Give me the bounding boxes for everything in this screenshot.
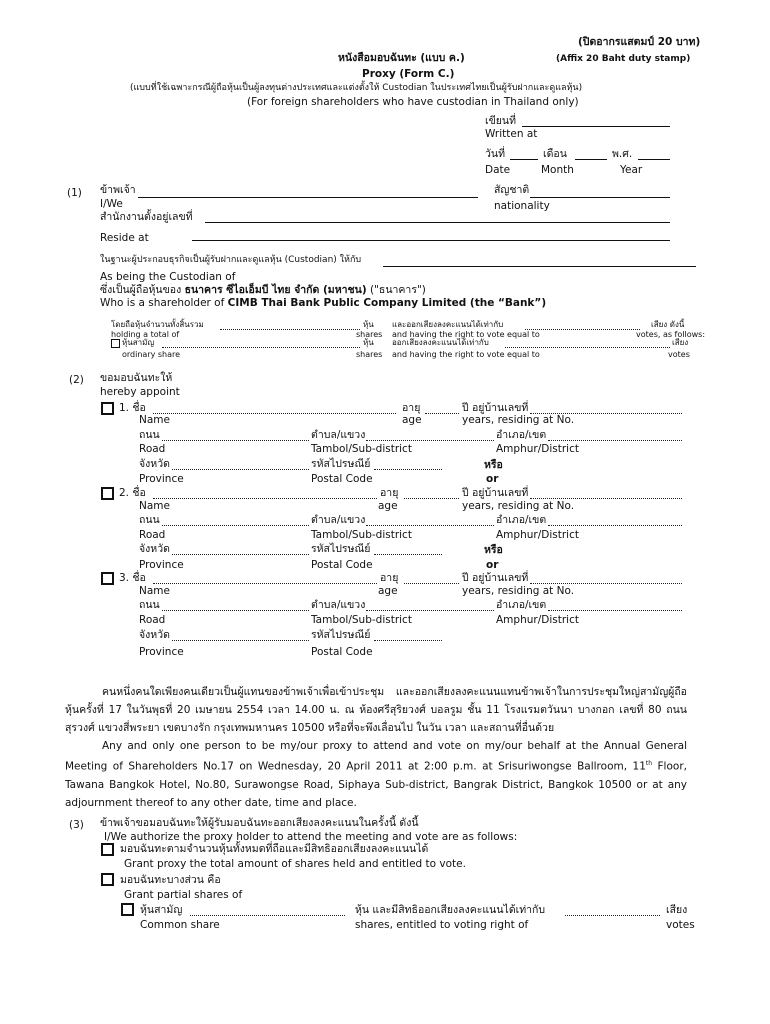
common-share-label-th: หุ้นสามัญ — [140, 904, 183, 916]
proxy-2-checkbox[interactable] — [101, 487, 114, 500]
ordinary-label-th: หุ้นสามัญ — [122, 338, 155, 347]
proxy-2-road-field[interactable] — [162, 525, 309, 526]
proxy-1-amphur-field[interactable] — [548, 440, 682, 441]
we-label-en: I/We — [100, 198, 123, 210]
proxy-1-amphur-label-th: อำเภอ/เขต — [496, 429, 547, 441]
hun-vote-label-en: shares, entitled to voting right of — [355, 919, 529, 931]
proxy-1-postal-field[interactable] — [374, 469, 442, 470]
proxy-2-or-th: หรือ — [484, 544, 503, 556]
shares-label-1: shares — [356, 330, 383, 339]
proxy-1-label: 1. ชื่อ — [119, 402, 146, 414]
office-address-field[interactable] — [205, 222, 670, 223]
proxy-2-years-label-en: years, residing at No. — [462, 500, 575, 512]
proxy-2-amphur-label-en: Amphur/District — [496, 529, 579, 541]
proxy-2-age-label-th: อายุ — [380, 487, 399, 499]
proxy-3-name-field[interactable] — [153, 583, 377, 584]
proxy-1-or-th: หรือ — [484, 459, 503, 471]
ordinary-share-checkbox[interactable] — [111, 339, 120, 348]
proxy-3-road-label-en: Road — [139, 614, 166, 626]
proxy-2-province-field[interactable] — [172, 554, 309, 555]
siang-label: เสียง — [672, 338, 689, 347]
proxy-2-amphur-label-th: อำเภอ/เขต — [496, 514, 547, 526]
proxy-1-years-label-th: ปี อยู่บ้านเลขที่ — [462, 402, 529, 414]
proxy-3-age-field[interactable] — [404, 583, 459, 584]
stamp-note-en: (Affix 20 Baht duty stamp) — [556, 54, 691, 64]
common-siang-label: เสียง — [666, 904, 688, 916]
proxy-2-road-label-th: ถนน — [139, 514, 160, 526]
proxy-1-age-field[interactable] — [425, 413, 459, 414]
proxy-2-name-field[interactable] — [153, 498, 377, 499]
proxy-3-province-label-en: Province — [139, 646, 184, 658]
proxy-2-age-label-en: age — [378, 500, 398, 512]
proxy-1-province-label-th: จังหวัด — [139, 458, 170, 470]
proxy-2-postal-field[interactable] — [374, 554, 442, 555]
proxy-1-age-label-en: age — [402, 414, 422, 426]
appoint-label-en: hereby appoint — [100, 386, 180, 398]
nationality-label-th: สัญชาติ — [494, 184, 530, 196]
proxy-1-tambol-label-en: Tambol/Sub-district — [311, 443, 412, 455]
proxy-3-checkbox[interactable] — [101, 572, 114, 585]
office-label-th: สำนักงานตั้งอยู่เลขที่ — [100, 211, 193, 223]
common-votes-label: votes — [666, 919, 695, 931]
proxy-3-province-label-th: จังหวัด — [139, 629, 170, 641]
proxy-3-amphur-label-th: อำเภอ/เขต — [496, 599, 547, 611]
section-1-number: (1) — [67, 187, 82, 199]
holding-label-th: โดยถือหุ้นจำนวนทั้งสิ้นรวม — [111, 320, 204, 329]
section-2-number: (2) — [69, 374, 84, 386]
bank-prefix-en: Who is a shareholder of — [100, 297, 225, 309]
hun-label-1: หุ้น — [363, 320, 374, 329]
proxy-1-province-field[interactable] — [172, 469, 309, 470]
proxy-3-tambol-label-en: Tambol/Sub-district — [311, 614, 412, 626]
proxy-3-tambol-label-th: ตำบล/แขวง — [311, 599, 366, 611]
custodian-label-en: As being the Custodian of — [100, 271, 236, 283]
section-3-title-th: ข้าพเจ้าขอมอบฉันทะให้ผู้รับมอบฉันทะออกเสียงลงคะแนนในครั้งนี้ ดังนี้ — [100, 817, 419, 829]
proxy-1-name-field[interactable] — [153, 413, 396, 414]
proxy-2-postal-label-th: รหัสไปรษณีย์ — [311, 543, 371, 555]
ordinary-label-en: ordinary share — [122, 350, 181, 359]
votes-label: votes — [668, 350, 690, 359]
proxy-2-province-label-en: Province — [139, 559, 184, 571]
proxy-1-years-label-en: years, residing at No. — [462, 414, 575, 426]
proxy-2-postal-label-en: Postal Code — [311, 559, 373, 571]
proxy-2-or-en: or — [486, 559, 499, 571]
form-subtitle-en: (For foreign shareholders who have custodian in Thailand only) — [247, 96, 579, 108]
proxy-1-tambol-label-th: ตำบล/แขวง — [311, 429, 366, 441]
grant-total-label-en: Grant proxy the total amount of shares held and entitled to vote. — [124, 858, 466, 870]
proxy-2-tambol-field[interactable] — [366, 525, 494, 526]
proxy-3-address-field[interactable] — [530, 583, 682, 584]
proxy-2-tambol-label-en: Tambol/Sub-district — [311, 529, 412, 541]
grant-total-label-th: มอบฉันทะตามจำนวนหุ้นทั้งหมดที่ถือและมีสิทธิออกเสียงลงคะแนนได้ — [120, 843, 429, 855]
vote-label-th: และออกเสียงลงคะแนนได้เท่ากับ — [392, 320, 504, 329]
vote-label-en: and having the right to vote equal to — [392, 330, 540, 339]
proxy-2-address-field[interactable] — [530, 498, 682, 499]
common-vote-field[interactable] — [565, 915, 660, 916]
bank-line-en — [100, 297, 546, 309]
meeting-paragraph-en — [65, 737, 687, 812]
proxy-3-postal-label-th: รหัสไปรษณีย์ — [311, 629, 371, 641]
ordinary-vote-field[interactable] — [505, 347, 670, 348]
proxy-2-age-field[interactable] — [404, 498, 459, 499]
proxy-3-tambol-field[interactable] — [366, 610, 494, 611]
date-label-en: Date — [485, 164, 511, 176]
reside-label-en: Reside at — [100, 232, 149, 244]
nationality-field[interactable] — [530, 197, 670, 198]
section-3-title-en: I/We authorize the proxy holder to attend the meeting and vote are as follows: — [104, 831, 518, 843]
grant-partial-checkbox[interactable] — [101, 873, 114, 886]
proxy-3-road-label-th: ถนน — [139, 599, 160, 611]
hun-vote-label-th: หุ้น และมีสิทธิออกเสียงลงคะแนนได้เท่ากับ — [355, 904, 546, 916]
month-label-th: เดือน — [543, 148, 567, 160]
we-label-th: ข้าพเจ้า — [100, 184, 136, 196]
hun-label-2: หุ้น — [363, 338, 374, 347]
written-at-label-en: Written at — [485, 128, 538, 140]
grant-partial-label-en: Grant partial shares of — [124, 889, 243, 901]
proxy-2-tambol-label-th: ตำบล/แขวง — [311, 514, 366, 526]
proxy-3-postal-field[interactable] — [374, 640, 442, 641]
meeting-paragraph-en-part2: Floor, Tawana Bangkok Hotel, No.80, Surawongse Road, Siphaya Sub-district, Bangrak District, Bangkok 10500 or at any adjournment thereof to any other date, time and place. — [65, 760, 687, 809]
proxy-1-postal-label-th: รหัสไปรษณีย์ — [311, 458, 371, 470]
proxy-1-road-label-th: ถนน — [139, 429, 160, 441]
shares-label-2: shares — [356, 350, 383, 359]
proxy-1-age-label-th: อายุ — [402, 402, 421, 414]
ordinary-share-field[interactable] — [162, 347, 360, 348]
votes-as-follows-th: เสียง ดังนี้ — [651, 320, 685, 329]
meeting-paragraph-th: คนหนึ่งคนใดเพียงคนเดียวเป็นผู้แทนของข้าพเจ้าเพื่อเข้าประชุม และออกเสียงลงคะแนนแทนข้าพเจ้าในการประชุมใหญ่สามัญผู้ถือหุ้นครั้งที่ 17 ในวันพุธที่ 20 เมษายน 2554 เวลา 14.00 น. ณ ห้องศรีสุริยวงศ์ บอลรูม ชั้น 11 โรงแรมตวันนา บางกอก เลขที่ 80 ถนนสุรวงศ์ แขวงสี่พระยา เขตบางรัก กรุงเทพมหานคร 10500 หรือที่จะพึงเลื่อนไป ในวัน เวลา และสถานที่อื่นด้วย — [65, 686, 687, 734]
meeting-paragraph-en-sup: th — [645, 760, 653, 767]
proxy-1-name-label-en: Name — [139, 414, 170, 426]
proxy-3-age-label-th: อายุ — [380, 572, 399, 584]
proxy-1-road-label-en: Road — [139, 443, 166, 455]
meeting-paragraph-en-part1: Any and only one person to be my/our proxy to attend and vote on my/our behalf at the Annual General Meeting of Shareholders No.17 on Wednesday, 20 April 2011 at 2:00 p.m. at Srisuriwongse Ballroom, 11 — [65, 740, 687, 773]
date-field[interactable] — [510, 159, 538, 160]
we-name-field[interactable] — [138, 197, 478, 198]
proxy-3-postal-label-en: Postal Code — [311, 646, 373, 658]
grant-total-checkbox[interactable] — [101, 843, 114, 856]
proxy-2-years-label-th: ปี อยู่บ้านเลขที่ — [462, 487, 529, 499]
stamp-note-th: (ปิดอากรแสตมป์ 20 บาท) — [578, 36, 701, 48]
custodian-for-field[interactable] — [383, 266, 696, 267]
year-label-th: พ.ศ. — [612, 148, 633, 160]
form-title-th: หนังสือมอบฉันทะ (แบบ ค.) — [338, 52, 465, 64]
reside-address-field[interactable] — [192, 240, 670, 241]
proxy-2-label: 2. ชื่อ — [119, 487, 146, 499]
holding-label-en: holding a total of — [111, 330, 180, 339]
holding-total-field[interactable] — [220, 329, 360, 330]
appoint-label-th: ขอมอบฉันทะให้ — [100, 372, 173, 384]
proxy-2-name-label-en: Name — [139, 500, 170, 512]
date-label-th: วันที่ — [485, 148, 505, 160]
nationality-label-en: nationality — [494, 200, 550, 212]
proxy-3-amphur-label-en: Amphur/District — [496, 614, 579, 626]
bank-line-th — [100, 284, 426, 296]
vote-total-field[interactable] — [525, 329, 640, 330]
proxy-1-road-field[interactable] — [162, 440, 309, 441]
written-at-field[interactable] — [522, 126, 670, 127]
proxy-3-province-field[interactable] — [172, 640, 309, 641]
proxy-2-road-label-en: Road — [139, 529, 166, 541]
form-subtitle-th: (แบบที่ใช้เฉพาะกรณีผู้ถือหุ้นเป็นผู้ลงทุนต่างประเทศและแต่งตั้งให้ Custodian ในประเทศไทยเป็นผู้รับฝากและดูแลหุ้น) — [130, 83, 583, 93]
proxy-3-years-label-th: ปี อยู่บ้านเลขที่ — [462, 572, 529, 584]
bank-name-th: ธนาคาร ซีไอเอ็มบี ไทย จำกัด (มหาชน) — [184, 284, 367, 296]
common-share-checkbox[interactable] — [121, 903, 134, 916]
bank-prefix-th: ซึ่งเป็นผู้ถือหุ้นของ — [100, 284, 182, 296]
proxy-1-tambol-field[interactable] — [366, 440, 494, 441]
proxy-3-label: 3. ชื่อ — [119, 572, 146, 584]
vote2-label-en: and having the right to vote equal to — [392, 350, 540, 359]
proxy-1-or-en: or — [486, 473, 499, 485]
written-at-label-th: เขียนที่ — [485, 115, 517, 127]
proxy-3-name-label-en: Name — [139, 585, 170, 597]
proxy-2-amphur-field[interactable] — [548, 525, 682, 526]
proxy-1-postal-label-en: Postal Code — [311, 473, 373, 485]
proxy-3-years-label-en: years, residing at No. — [462, 585, 575, 597]
proxy-3-amphur-field[interactable] — [548, 610, 682, 611]
vote2-label-th: ออกเสียงลงคะแนนได้เท่ากับ — [392, 338, 489, 347]
section-3-number: (3) — [69, 819, 84, 831]
custodian-label-th: ในฐานะผู้ประกอบธุรกิจเป็นผู้รับฝากและดูแลหุ้น (Custodian) ให้กับ — [100, 255, 362, 265]
common-share-label-en: Common share — [140, 919, 220, 931]
proxy-1-amphur-label-en: Amphur/District — [496, 443, 579, 455]
grant-partial-label-th: มอบฉันทะบางส่วน คือ — [120, 874, 221, 886]
month-label-en: Month — [541, 164, 574, 176]
proxy-1-checkbox[interactable] — [101, 402, 114, 415]
bank-name-en: CIMB Thai Bank Public Company Limited (the “Bank”) — [227, 297, 547, 309]
bank-suffix-th: ("ธนาคาร") — [370, 284, 426, 296]
common-share-field[interactable] — [190, 915, 345, 916]
form-title-en: Proxy (Form C.) — [362, 68, 455, 80]
proxy-3-age-label-en: age — [378, 585, 398, 597]
proxy-1-province-label-en: Province — [139, 473, 184, 485]
year-label-en: Year — [620, 164, 643, 176]
month-field[interactable] — [575, 159, 607, 160]
year-field[interactable] — [638, 159, 670, 160]
votes-as-follows-en: votes, as follows: — [636, 330, 706, 339]
proxy-3-road-field[interactable] — [162, 610, 309, 611]
proxy-2-province-label-th: จังหวัด — [139, 543, 170, 555]
